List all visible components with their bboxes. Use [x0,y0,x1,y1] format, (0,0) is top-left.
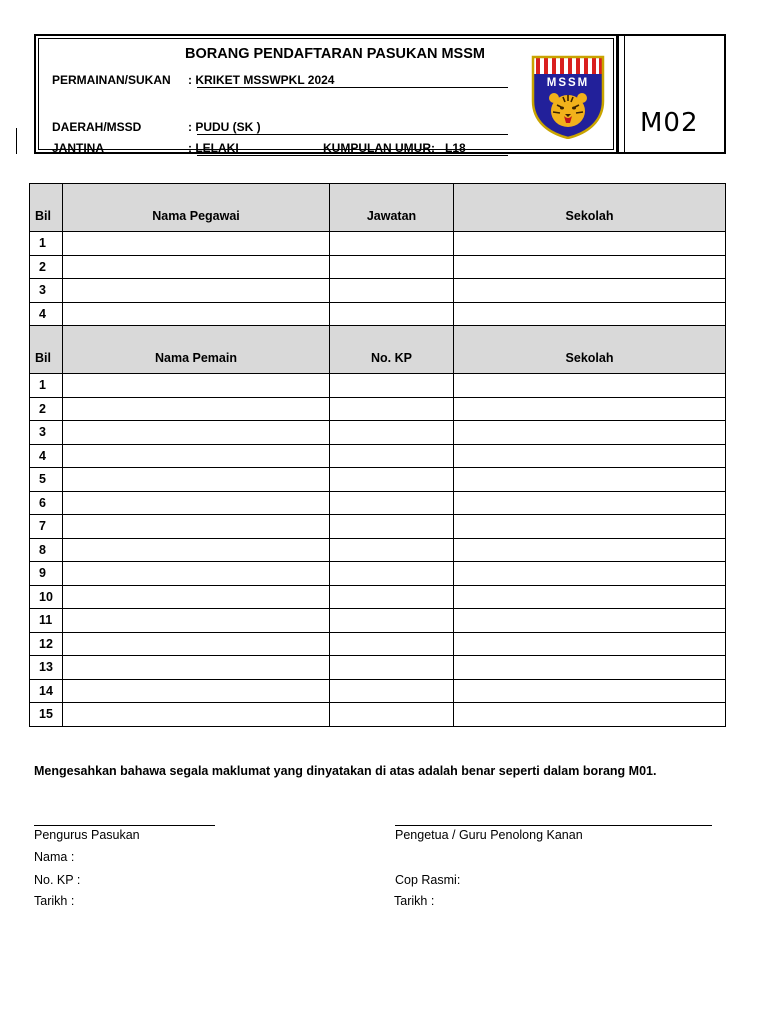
principal-date-label: Tarikh : [394,894,435,908]
age-group-value: L18 [445,141,466,155]
player-ic-cell[interactable] [330,515,454,539]
players-header-row [30,326,726,374]
player-row [30,585,726,609]
official-row [30,302,726,326]
player-school-cell[interactable] [454,421,726,445]
district-underline [197,134,508,135]
player-name-cell[interactable] [63,703,330,727]
player-row-number: 3 [30,421,63,445]
officials-header-row [30,184,726,232]
player-school-cell[interactable] [454,444,726,468]
player-school-cell[interactable] [454,609,726,633]
player-row-number: 1 [30,374,63,398]
official-row-number: 2 [30,255,63,279]
official-school-cell[interactable] [454,279,726,303]
player-name-cell[interactable] [63,538,330,562]
player-name-cell[interactable] [63,632,330,656]
official-position-cell[interactable] [330,232,454,256]
official-position-cell[interactable] [330,279,454,303]
player-school-cell[interactable] [454,562,726,586]
district-value: : PUDU (SK ) [188,120,261,134]
player-row [30,679,726,703]
player-row-number: 2 [30,397,63,421]
official-school-cell[interactable] [454,232,726,256]
manager-ic-label: No. KP : [34,873,81,887]
official-name-cell[interactable] [63,255,330,279]
district-label: DAERAH/MSSD [52,120,142,134]
sport-value: : KRIKET MSSWPKL 2024 [188,73,335,87]
principal-signature-line[interactable] [395,825,712,826]
official-name-cell[interactable] [63,279,330,303]
form-header [34,34,726,154]
player-row [30,397,726,421]
player-row-number: 7 [30,515,63,539]
gender-underline [197,155,508,156]
player-school-cell[interactable] [454,374,726,398]
player-row [30,491,726,515]
player-name-cell[interactable] [63,515,330,539]
player-school-cell[interactable] [454,538,726,562]
player-school-cell[interactable] [454,632,726,656]
player-ic-cell[interactable] [330,444,454,468]
player-row [30,444,726,468]
age-group-label: KUMPULAN UMUR: [323,141,435,155]
player-row [30,515,726,539]
player-row-number: 11 [30,609,63,633]
principal-role-label: Pengetua / Guru Penolong Kanan [395,828,583,842]
sport-underline [197,87,508,88]
official-row-number: 4 [30,302,63,326]
player-school-cell[interactable] [454,397,726,421]
player-row-number: 4 [30,444,63,468]
player-ic-cell[interactable] [330,585,454,609]
player-school-cell[interactable] [454,703,726,727]
player-name-cell[interactable] [63,397,330,421]
official-position-cell[interactable] [330,302,454,326]
manager-name-label: Nama : [34,850,75,864]
player-row-number: 12 [30,632,63,656]
manager-date-label: Tarikh : [34,894,75,908]
official-name-cell[interactable] [63,232,330,256]
official-school-cell[interactable] [454,302,726,326]
player-school-cell[interactable] [454,679,726,703]
header-separator-thin [624,36,625,152]
official-row [30,232,726,256]
player-school-cell[interactable] [454,585,726,609]
player-row-number: 5 [30,468,63,492]
player-school-cell[interactable] [454,468,726,492]
official-row-number: 1 [30,232,63,256]
officials-header-bil: Bil [30,184,63,232]
player-ic-cell[interactable] [330,679,454,703]
player-row [30,468,726,492]
official-name-cell[interactable] [63,302,330,326]
player-ic-cell[interactable] [330,538,454,562]
player-ic-cell[interactable] [330,468,454,492]
player-ic-cell[interactable] [330,703,454,727]
official-stamp-label: Cop Rasmi: [395,873,461,887]
player-row-number: 13 [30,656,63,680]
player-name-cell[interactable] [63,444,330,468]
player-row [30,374,726,398]
player-ic-cell[interactable] [330,491,454,515]
player-row [30,609,726,633]
official-row [30,279,726,303]
players-header-name: Nama Pemain [63,326,330,374]
official-row-number: 3 [30,279,63,303]
player-name-cell[interactable] [63,374,330,398]
player-row-number: 14 [30,679,63,703]
player-row-number: 8 [30,538,63,562]
officials-header-name: Nama Pegawai [63,184,330,232]
player-ic-cell[interactable] [330,632,454,656]
player-ic-cell[interactable] [330,421,454,445]
player-row [30,656,726,680]
player-name-cell[interactable] [63,585,330,609]
official-row [30,255,726,279]
gender-value: : LELAKI [188,141,239,155]
player-ic-cell[interactable] [330,374,454,398]
registration-table [29,183,726,727]
player-name-cell[interactable] [63,609,330,633]
text-cursor-mark [16,128,17,154]
player-ic-cell[interactable] [330,609,454,633]
player-name-cell[interactable] [63,562,330,586]
player-school-cell[interactable] [454,515,726,539]
gender-label: JANTINA [52,141,105,155]
player-school-cell[interactable] [454,491,726,515]
player-row [30,421,726,445]
official-school-cell[interactable] [454,255,726,279]
player-name-cell[interactable] [63,656,330,680]
player-ic-cell[interactable] [330,562,454,586]
player-name-cell[interactable] [63,421,330,445]
player-row [30,632,726,656]
player-name-cell[interactable] [63,679,330,703]
player-row-number: 9 [30,562,63,586]
player-row-number: 15 [30,703,63,727]
player-row-number: 10 [30,585,63,609]
players-header-ic: No. KP [330,326,454,374]
officials-header-school: Sekolah [454,184,726,232]
logo-text: MSSM [546,77,590,89]
players-header-bil: Bil [30,326,63,374]
player-school-cell[interactable] [454,656,726,680]
player-ic-cell[interactable] [330,656,454,680]
player-row-number: 6 [30,491,63,515]
mssm-logo [530,53,606,139]
player-row [30,538,726,562]
sport-label: PERMAINAN/SUKAN [52,73,171,87]
officials-header-position: Jawatan [330,184,454,232]
form-code: M02 [640,108,699,138]
official-position-cell[interactable] [330,255,454,279]
manager-role-label: Pengurus Pasukan [34,828,140,842]
player-row [30,562,726,586]
manager-signature-line[interactable] [34,825,215,826]
player-name-cell[interactable] [63,491,330,515]
players-header-school: Sekolah [454,326,726,374]
player-ic-cell[interactable] [330,397,454,421]
player-row [30,703,726,727]
form-title: BORANG PENDAFTARAN PASUKAN MSSM [185,46,485,62]
confirmation-statement: Mengesahkan bahawa segala maklumat yang dinyatakan di atas adalah benar seperti dalam borang M01. [34,764,657,778]
player-name-cell[interactable] [63,468,330,492]
header-separator [616,36,619,152]
header-info-panel [38,38,614,155]
